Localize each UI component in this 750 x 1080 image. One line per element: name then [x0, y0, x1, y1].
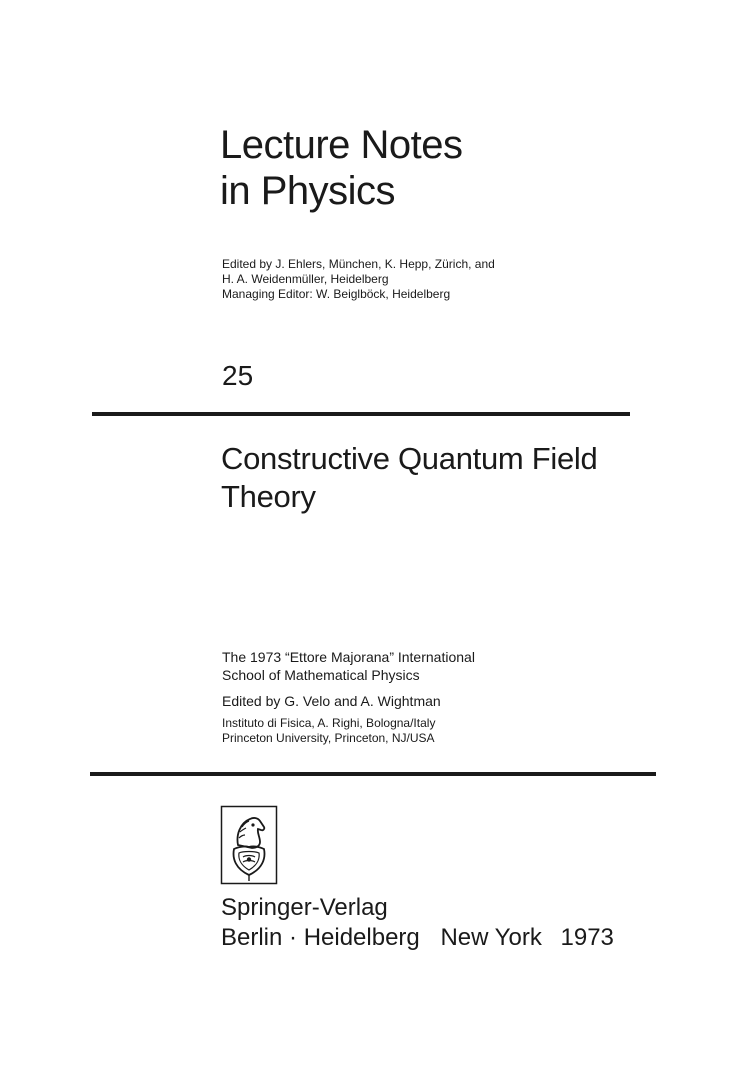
series-title-line-1: Lecture Notes	[220, 123, 463, 167]
publisher-place-new-york: New York	[440, 924, 542, 951]
book-editors: Edited by G. Velo and A. Wightman	[222, 693, 441, 709]
affiliation-line-2: Princeton University, Princeton, NJ/USA	[222, 731, 435, 745]
managing-editor: Managing Editor: W. Beiglböck, Heidelberg	[222, 287, 451, 301]
series-title	[220, 122, 463, 214]
publisher-place-berlin-heidelberg: Berlin · Heidelberg	[221, 924, 420, 951]
school-name-line-2: School of Mathematical Physics	[222, 667, 420, 683]
top-divider	[92, 412, 630, 416]
bottom-divider	[90, 772, 656, 776]
publisher-block	[221, 893, 614, 953]
series-title-line-2: in Physics	[220, 169, 396, 213]
series-editors	[222, 257, 495, 302]
school-name	[222, 648, 475, 684]
series-editors-line-1: Edited by J. Ehlers, München, K. Hepp, Zürich, and	[222, 257, 495, 271]
book-title-line-1: Constructive Quantum Field	[221, 441, 598, 476]
springer-knight-emblem-icon	[220, 805, 278, 885]
publisher-name: Springer-Verlag	[221, 894, 388, 921]
series-editors-line-2: H. A. Weidenmüller, Heidelberg	[222, 272, 389, 286]
affiliation-line-1: Instituto di Fisica, A. Righi, Bologna/Italy	[222, 716, 436, 730]
volume-number: 25	[222, 360, 254, 391]
school-name-line-1: The 1973 “Ettore Majorana” International	[222, 649, 475, 665]
publisher-places	[221, 923, 614, 953]
book-title	[221, 440, 597, 516]
editor-affiliations	[222, 716, 435, 746]
book-title-line-2: Theory	[221, 479, 316, 514]
publication-year: 1973	[560, 924, 614, 951]
